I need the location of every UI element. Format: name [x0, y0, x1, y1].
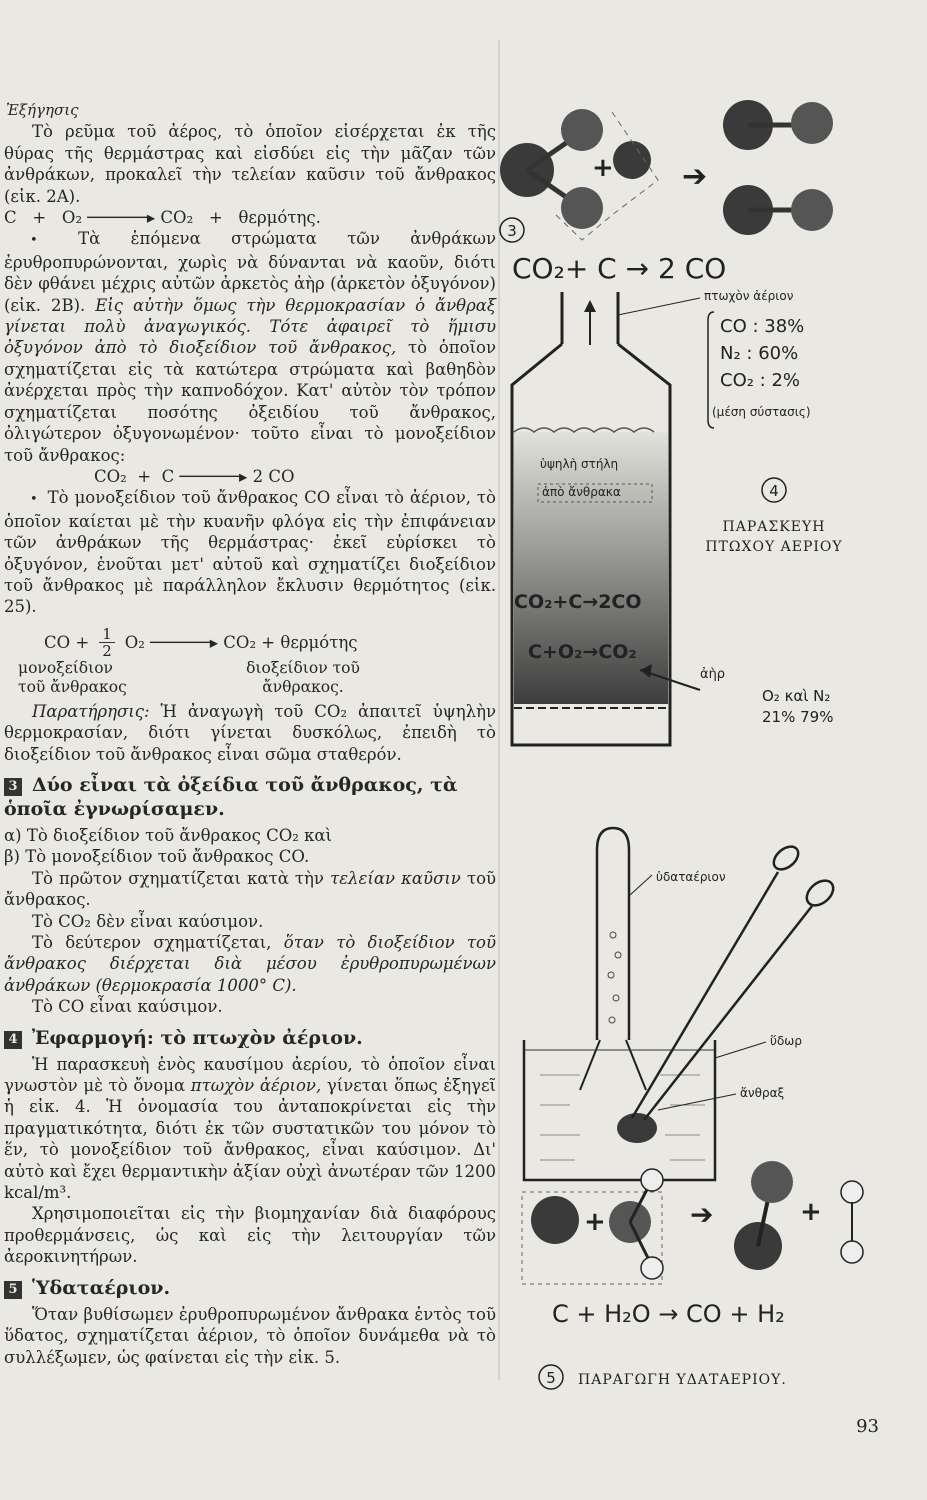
oxide-list-item-b: β) Τὸ μονοξείδιον τοῦ ἄνθρακος CO.: [4, 847, 310, 867]
oxide-list-item-a: α) Τὸ διοξείδιον τοῦ ἄνθρακος CO₂ καὶ: [4, 825, 333, 845]
plus-sign: +: [592, 153, 614, 183]
h-atom-water-1: [641, 1169, 663, 1191]
column-label-2: ἀπὸ ἄνθρακα: [542, 485, 621, 499]
h-atom-water-2: [641, 1257, 663, 1279]
section-4-number: 4: [4, 1031, 22, 1049]
plus-sign-products: +: [800, 1197, 822, 1227]
figure-5-equation: C + H₂O → CO + H₂: [552, 1300, 785, 1328]
paragraph-co-fuel: Τὸ CO εἶναι καύσιμον.: [32, 997, 223, 1017]
equation-complete-combustion: C + O₂ ──────▸ CO₂ + θερμότης.: [4, 208, 321, 228]
co2-oxygen-atom-top: [561, 109, 603, 151]
h-atom-product-1: [841, 1181, 863, 1203]
label-dioxide: διοξείδιον τοῦ ἄνθρακος.: [246, 658, 360, 696]
fraction-numerator: 1: [99, 626, 115, 643]
composition-co2: CO₂ : 2%: [720, 370, 801, 391]
producer-gas-text: Ἡ παρασκευὴ ἑνὸς καυσίμου ἀερίου, τὸ ὁποῖον εἶναι γνωστὸν μὲ τὸ ὄνομα: [4, 1054, 496, 1096]
label-monoxide: μονοξείδιον τοῦ ἄνθρακος: [18, 658, 127, 696]
note-label: Παρατήρησις:: [32, 701, 150, 721]
paragraph-monoxide: • Τὸ μονοξείδιον τοῦ ἄνθρακος CO εἶναι τὸ ἀέριον, τὸ ὁποῖον καίεται μὲ τὴν κυανῆν φλόγα εἰς τὴν ἐπιφάνειαν τῶν ἀνθράκων τῆς θερμάστρας· ἐκεῖ εὑρίσκει τὸ ὀξυγόνον, ἑνοῦται μετ' αὐτοῦ καὶ σχηματίζει διοξείδιον τοῦ ἄνθρακος μὲ παράλληλον ἔκλυσιν θερμότητος (εἰκ. 25).: [4, 487, 496, 617]
collecting-test-tube: [597, 828, 629, 1040]
reaction-lower-label: C+O₂→CO₂: [528, 641, 637, 663]
paragraph-co2-not-fuel: Τὸ CO₂ δὲν εἶναι καύσιμον.: [32, 911, 264, 931]
first-oxide-italic: τελείαν καῦσιν: [330, 868, 461, 888]
air-composition: O₂ καὶ N₂: [762, 687, 831, 705]
tongs-arm-1: [632, 872, 778, 1118]
figure-4-gas-producer: [512, 289, 843, 745]
producer-gas-tail: γίνεται ὅπως ἐξηγεῖ ἡ εἰκ. 4. Ἡ ὀνομασία του ἀνταποκρίνεται εἰς τὴν πραγματικότητα, διότι ἐκ τῶν συστατικῶν του μόνον τὸ ἕν, τὸ μονοξείδιον τοῦ ἄνθρακος, εἶναι καύσιμον. Δι' αὐτὸ καὶ ἔχει θερμαντικὴν ἀξίαν οὐχὶ ἀνωτέραν τῶν 1200 kcal/m³.: [4, 1076, 497, 1203]
glowing-coal-lump: [617, 1113, 657, 1143]
first-oxide-tail: τοῦ ἄνθρακος.: [4, 868, 497, 910]
explanation-heading: Ἐξήγησις: [6, 101, 79, 119]
composition-co: CO : 38%: [720, 316, 805, 337]
h-atom-product-2: [841, 1241, 863, 1263]
figure-4-caption-line-2: ΠΤΩΧΟΥ ΑΕΡΙΟΥ: [705, 539, 843, 555]
o-atom-product: [751, 1161, 793, 1203]
paragraph-layers-italic: Εἰς αὐτὴν ὅμως τὴν θερμοκρασίαν ὁ ἄνθραξ γίνεται πολὺ ἀναγωγικός. Τότε ἀφαιρεῖ τὸ ἥμισυ ὀξυγόνον ἀπὸ τὸ διοξείδιον τοῦ ἄνθρακος,: [4, 295, 496, 358]
funnel-mouth: [580, 1040, 646, 1090]
paragraph-air-current: Τὸ ρεῦμα τοῦ ἀέρος, τὸ ὁποῖον εἰσέρχεται ἐκ τῆς θύρας τῆς θερμάστρας καὶ εἰσδύει εἰς τὴν μᾶζαν τῶν ἀνθράκων, προκαλεῖ τὴν τελείαν καῦσιν τοῦ ἄνθρακος (εἰκ. 2Α).: [4, 122, 496, 206]
figure-3-number: 3: [507, 222, 517, 240]
added-carbon-atom: [613, 141, 651, 179]
composition-note: (μέση σύστασις): [712, 405, 811, 419]
label-water-gas: ὑδαταέριον: [656, 870, 726, 884]
paragraph-producer-gas-uses: Χρησιμοποιεῖται εἰς τὴν βιομηχανίαν διὰ διαφόρους προθερμάνσεις, ὡς καὶ εἰς τὴν λειτουργίαν τῶν ἀεροκινητήρων.: [4, 1204, 496, 1267]
paragraph-layers-tail: τὸ ὁποῖον σχηματίζεται εἰς τὰ κατώτερα στρώματα καὶ βαθηδὸν ἀνέρχεται πρὸς τὴν καπνοδόχον. Κατ' αὐτὸν τὸν τρόπον σχηματίζεται ποσότης ὀξειδίου τοῦ ἄνθρακος, ὀλιγώτερον ὀξυγονωμένον· τοῦτο εἶναι τὸ μονοξείδιον τοῦ ἄνθρακος:: [4, 338, 497, 465]
first-oxide-text: Τὸ πρῶτον σχηματίζεται κατὰ τὴν: [32, 868, 324, 888]
label-carbon: ἄνθραξ: [740, 1086, 785, 1100]
figure-4-number: 4: [769, 482, 779, 500]
reaction-upper-label: CO₂+C→2CO: [514, 591, 642, 613]
section-3-title: Δύο εἶναι τὰ ὀξείδια τοῦ ἄνθρακος, τὰ ὁποῖα ἐγνωρίσαμεν.: [4, 773, 458, 820]
section-5-title: Ὑδαταέριον.: [32, 1276, 171, 1299]
second-oxide-text: Τὸ δεύτερον σχηματίζεται,: [32, 933, 272, 952]
paragraph-layers-text: Τὰ ἑπόμενα στρώματα τῶν ἀνθράκων ἐρυθροπυρώνονται, χωρὶς νὰ δύνανται νὰ καοῦν, διότι δὲν φθάνει μέχρις αὐτῶν ἀρκετὸς ἀὴρ (ἀρκετὸν ὀξυγόνον) (εἰκ. 2Β).: [4, 229, 497, 315]
tongs-arm-2: [644, 906, 812, 1120]
note-text: Ἡ ἀναγωγὴ τοῦ CO₂ ἀπαιτεῖ ὑψηλὴν θερμοκρασίαν, διότι γίνεται δυσκόλως, ἐπειδὴ τὸ διοξείδιον τοῦ ἄνθρακος εἶναι σῶμα σταθερόν.: [4, 701, 496, 764]
figure-5-caption: ΠΑΡΑΓΩΓΗ ΥΔΑΤΑΕΡΙΟΥ.: [578, 1372, 787, 1388]
figure-3-equation: CO₂+ C → 2 CO: [512, 252, 727, 285]
page-number: 93: [856, 1416, 879, 1437]
figure-5-number: 5: [546, 1369, 556, 1387]
composition-n2: N₂ : 60%: [720, 343, 799, 364]
producer-gas-italic: πτωχὸν ἀέριον,: [190, 1076, 322, 1096]
plus-sign-reactants: +: [584, 1207, 606, 1237]
co-oxygen-atom-2: [791, 189, 833, 231]
column-label-1: ὑψηλὴ στήλη: [540, 457, 619, 471]
coal-column: [514, 432, 668, 704]
figure-5-water-gas: [522, 828, 863, 1389]
label-water: ὕδωρ: [770, 1034, 802, 1048]
second-oxide-italic: ὅταν τὸ διοξείδιον τοῦ ἄνθρακος διέρχεται διὰ μέσου ἐρυθροπυρωμένων ἀνθράκων (θερμοκρασία 1000° C).: [4, 933, 497, 995]
section-3-number: 3: [4, 778, 22, 796]
figure-4-caption-line-1: ΠΑΡΑΣΚΕΥΗ: [722, 519, 826, 535]
co2-oxygen-atom-bottom: [561, 187, 603, 229]
section-4-title: Ἐφαρμογή: τὸ πτωχὸν ἀέριον.: [32, 1026, 363, 1049]
reaction-arrow-icon-5: ➔: [690, 1198, 714, 1231]
air-percentages: 21% 79%: [762, 708, 834, 726]
c-atom-reactant: [531, 1196, 579, 1244]
gas-outflow-arrow-icon: [584, 300, 596, 312]
fraction-denominator: 2: [102, 641, 112, 660]
tongs-handle-2: [802, 876, 838, 911]
co-oxygen-atom-1: [791, 102, 833, 144]
gas-label: πτωχὸν ἀέριον: [704, 289, 794, 303]
water-vessel: [524, 1040, 715, 1180]
figure-3-molecules: [500, 100, 833, 285]
section-5-number: 5: [4, 1281, 22, 1299]
eq3-left: CO +: [44, 632, 90, 652]
paragraph-water-gas: Ὅταν βυθίσωμεν ἐρυθροπυρωμένον ἄνθρακα ἐντὸς τοῦ ὕδατος, σχηματίζεται ἀέριον, τὸ ὁποῖον δυνάμεθα νὰ τὸ συλλέξωμεν, ὡς φαίνεται εἰς τὴν εἰκ. 5.: [4, 1304, 496, 1367]
air-label: ἀὴρ: [700, 667, 726, 682]
tongs-handle-1: [769, 842, 802, 874]
eq3-right: O₂ ──────▸ CO₂ + θερμότης: [124, 632, 358, 652]
equation-reduction: CO₂ + C ──────▸ 2 CO: [94, 466, 295, 486]
reaction-arrow-icon: ➔: [682, 159, 708, 194]
